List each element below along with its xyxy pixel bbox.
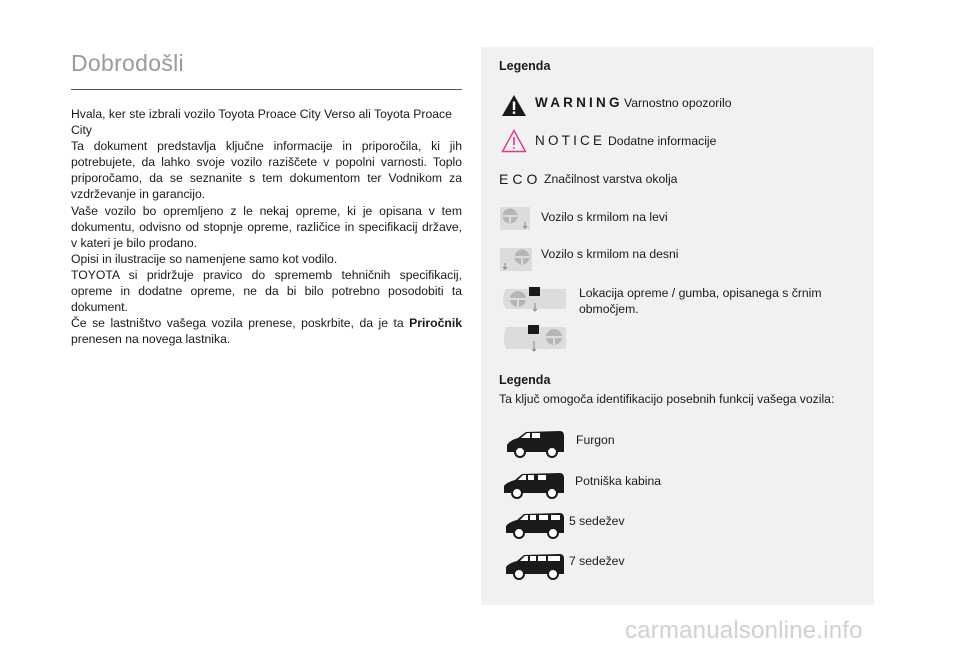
title-divider — [71, 89, 462, 90]
intro-paragraph: Vaše vozilo bo opremljeno z le nekaj opreme, ki je opisana v tem dokumentu, odvisno od stopnje opreme, različice in specifikacij države, v kateri je bilo prodano. — [71, 203, 462, 250]
text-fragment: prenesen na novega lastnika. — [71, 332, 231, 347]
eco-label: ECO — [499, 171, 542, 187]
manual-bold: Priročnik — [409, 316, 462, 331]
intro-paragraph: Hvala, ker ste izbrali vozilo Toyota Proace City Verso ali Toyota Proace City — [71, 107, 452, 138]
text-fragment: Če se lastništvo vašega vozila prenese, poskrbite, da je ta — [71, 316, 410, 331]
notice-label: NOTICE — [535, 133, 606, 148]
legend-title-2: Legenda — [499, 373, 551, 387]
warning-label: WARNING — [535, 95, 623, 110]
location-rhd-icon — [500, 321, 572, 355]
watermark: carmanualsonline.info — [625, 617, 863, 644]
warning-triangle-icon — [501, 94, 527, 117]
seven-seats-icon — [504, 550, 568, 582]
notice-text: Dodatne informacije — [608, 134, 717, 148]
intro-paragraph: Opisi in ilustracije so namenjene samo kot vodilo. — [71, 251, 338, 266]
lhd-text: Vozilo s krmilom na levi — [541, 210, 668, 224]
right-hand-drive-icon — [498, 244, 538, 274]
van-icon — [504, 428, 568, 460]
intro-paragraph: Ta dokument predstavlja ključne informacije in priporočila, ki jih potrebujete, da lahko svoje vozilo raziščete v popolni varnosti. Toplo priporočamo, da se seznanite s tem dokumentom ter Vodnikom za vzdrževanje in garancijo. — [71, 139, 462, 202]
eco-text: Značilnost varstva okolja — [544, 172, 678, 186]
notice-triangle-icon — [501, 129, 527, 153]
vehicle-label: 7 sedežev — [569, 554, 625, 568]
page-title: Dobrodošli — [71, 50, 184, 76]
legend-subtitle: Ta ključ omogoča identifikacijo posebnih funkcij vašega vozila: — [499, 392, 835, 406]
rhd-text: Vozilo s krmilom na desni — [541, 247, 679, 261]
vehicle-label: Furgon — [576, 433, 615, 447]
vehicle-label: Potniška kabina — [575, 474, 662, 488]
vehicle-label: 5 sedežev — [569, 514, 625, 528]
legend-title: Legenda — [499, 59, 551, 73]
location-lhd-icon — [500, 283, 572, 315]
warning-text: Varnostno opozorilo — [624, 96, 732, 110]
welcome-section — [71, 50, 462, 347]
location-text: Lokacija opreme / gumba, opisanega s črnim območjem. — [579, 286, 822, 316]
five-seats-icon — [504, 510, 568, 540]
intro-text — [71, 106, 462, 347]
intro-paragraph: TOYOTA si pridržuje pravico do sprememb tehničnih specifikacij, opreme in dodatne opreme, ne da bi bilo potrebno posodobiti ta dokument. — [71, 267, 462, 315]
intro-paragraph — [71, 315, 462, 347]
crew-cab-icon — [502, 470, 568, 500]
left-hand-drive-icon — [498, 203, 532, 233]
